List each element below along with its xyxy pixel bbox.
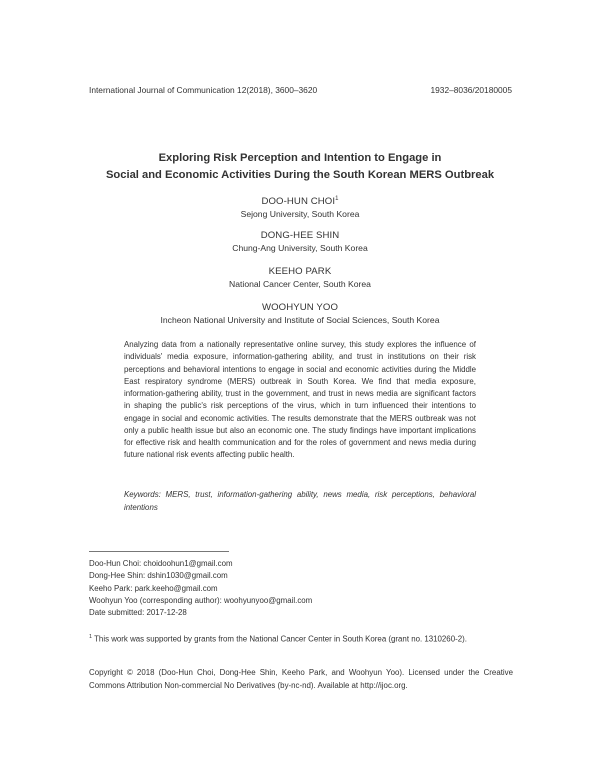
author-affiliation: National Cancer Center, South Korea xyxy=(229,279,371,289)
journal-citation: International Journal of Communication 12(2018), 3600–3620 xyxy=(89,85,318,95)
author-name: DOO-HUN CHOI$^1$ xyxy=(261,196,339,208)
author-name: WOOHYUN YOO xyxy=(261,302,339,313)
footnote-divider xyxy=(89,551,229,552)
author-block xyxy=(0,266,600,289)
keywords: Keywords: MERS, trust, information-gathering ability, news media, risk perceptions, behavioral intentions xyxy=(124,490,476,512)
author-name: DONG-HEE SHIN xyxy=(260,230,340,241)
author-contacts xyxy=(89,558,312,619)
title-line-2: Social and Economic Activities During the South Korean MERS Outbreak xyxy=(105,169,495,181)
contact-line: Doo-Hun Choi: choidoohun1@gmail.com xyxy=(89,559,233,568)
author-block xyxy=(0,230,600,253)
copyright-notice: Copyright © 2018 (Doo-Hun Choi, Dong-Hee Shin, Keeho Park, and Woohyun Yoo). Licensed under the Creative Commons Attribution Non-commercial No Derivatives (by-nc-nd). Available at http://ijoc.org. xyxy=(89,668,513,690)
author-block xyxy=(0,302,600,325)
contact-line: Dong-Hee Shin: dshin1030@gmail.com xyxy=(89,571,228,581)
running-header xyxy=(89,85,512,95)
abstract: Analyzing data from a nationally representative online survey, this study explores the influence of individuals' media exposure, information-gathering ability, and trust in institutions on their risk perceptions and behavioral intentions to engage in social and economic activities during the Middle East respiratory syndrome (MERS) outbreak in South Korea. We find that media exposure, information-gathering ability, trust in the government, and trust in news media are significant factors in shaping the public's risk perceptions of the virus, which in turn influenced their intentions to engage in social and economic activities. The results demonstrate that the MERS outbreak was not only a public health issue but also an economic one. The study findings have important implications for effective risk and health communication and for the roles of government and news media during future national risk events affecting public health. xyxy=(124,340,476,460)
author-affiliation: Chung-Ang University, South Korea xyxy=(232,243,368,253)
author-name: KEEHO PARK xyxy=(268,266,332,277)
issn: 1932–8036/20180005 xyxy=(430,85,512,95)
author-footnote-mark: 1 xyxy=(335,196,339,202)
footnote-mark: 1 xyxy=(89,634,93,640)
title-line-1: Exploring Risk Perception and Intention to Engage in xyxy=(158,152,442,164)
paper-title xyxy=(60,150,540,184)
funding-footnote xyxy=(89,631,511,646)
author-block xyxy=(0,196,600,219)
date-submitted: Date submitted: 2017-12-28 xyxy=(89,608,187,618)
author-affiliation: Sejong University, South Korea xyxy=(240,209,360,220)
contact-line: Woohyun Yoo (corresponding author): woohyunyoo@gmail.com xyxy=(89,595,313,605)
footnote-text: This work was supported by grants from the National Cancer Center in South Korea (grant no. 1310260-2). xyxy=(92,634,467,644)
author-affiliation: Incheon National University and Institute of Social Sciences, South Korea xyxy=(160,315,440,325)
contact-line: Keeho Park: park.keeho@gmail.com xyxy=(89,583,218,593)
